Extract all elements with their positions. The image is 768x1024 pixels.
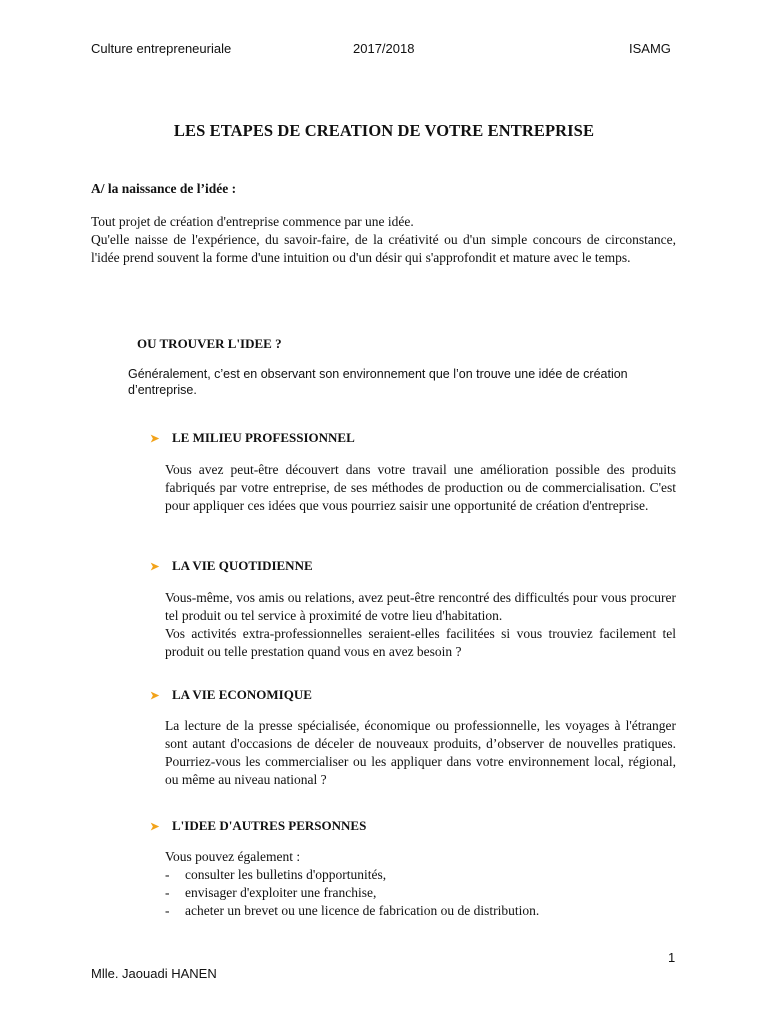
item-text: La lecture de la presse spécialisée, économique ou professionnelle, les voyages à l'étranger sont autant d'occasions de déceler de nouveaux produits, d’observer de nouvelles pratiques. Pourriez-vous les commercialiser ou les appliquer dans votre environnement local, régional, ou même au niveau national ? bbox=[165, 718, 676, 787]
section-a-paragraph: Qu'elle naisse de l'expérience, du savoir-faire, de la créativité ou d'un simple concours de circonstance, l'idée prend souvent la forme d'une intuition ou d'un désir qui s'approfondit et mature avec le temps. bbox=[91, 232, 676, 265]
item-title: LE MILIEU PROFESSIONNEL bbox=[172, 430, 355, 445]
item-daily-life bbox=[150, 558, 313, 574]
item-text: Vous avez peut-être découvert dans votre travail une amélioration possible des produits fabriqués par votre entreprise, de ses méthodes de production ou de commercialisation. C'est pour appliquer ces idées que vous pourriez saisir une opportunité de création d'entreprise. bbox=[165, 462, 676, 513]
item-title: L'IDEE D'AUTRES PERSONNES bbox=[172, 818, 367, 833]
arrowhead-right-icon: ➤ bbox=[150, 561, 160, 573]
item-title: LA VIE ECONOMIQUE bbox=[172, 687, 312, 702]
header-course: Culture entrepreneuriale bbox=[91, 41, 232, 56]
item-text bbox=[165, 848, 676, 920]
item-title: LA VIE QUOTIDIENNE bbox=[172, 558, 313, 573]
list-item: - envisager d'exploiter une franchise, bbox=[165, 885, 377, 900]
footer-author: Mlle. Jaouadi HANEN bbox=[91, 966, 217, 981]
where-intro: Généralement, c’est en observant son environnement que l’on trouve une idée de création d’entreprise. bbox=[128, 367, 628, 397]
item-professional bbox=[150, 430, 355, 446]
arrowhead-right-icon: ➤ bbox=[150, 690, 160, 702]
item-economic-life bbox=[150, 687, 312, 703]
item-text-part: Vous-même, vos amis ou relations, avez peut-être rencontré des difficultés pour vous procurer tel produit ou tel service à proximité de votre lieu d'habitation. bbox=[165, 590, 676, 623]
item-intro: Vous pouvez également : bbox=[165, 849, 301, 864]
arrowhead-right-icon: ➤ bbox=[150, 821, 160, 833]
item-other-people bbox=[150, 818, 366, 834]
header-year: 2017/2018 bbox=[353, 41, 415, 56]
item-text bbox=[165, 589, 676, 661]
where-heading: OU TROUVER L'IDEE ? bbox=[137, 336, 282, 351]
list-item: - consulter les bulletins d'opportunités, bbox=[165, 867, 387, 882]
page-title: LES ETAPES DE CREATION DE VOTRE ENTREPRISE bbox=[173, 121, 595, 140]
item-text-part: Vos activités extra-professionnelles seraient-elles facilitées si vous trouviez facilement tel produit ou telle prestation quand vous en avez besoin ? bbox=[165, 626, 676, 659]
list-item: - acheter un brevet ou une licence de fabrication ou de distribution. bbox=[165, 903, 540, 918]
section-a-heading: A/ la naissance de l’idée : bbox=[91, 181, 237, 196]
arrowhead-right-icon: ➤ bbox=[150, 433, 160, 445]
page-number: 1 bbox=[668, 950, 676, 965]
section-a-line1: Tout projet de création d'entreprise commence par une idée. bbox=[91, 214, 414, 229]
header-school: ISAMG bbox=[629, 41, 671, 56]
